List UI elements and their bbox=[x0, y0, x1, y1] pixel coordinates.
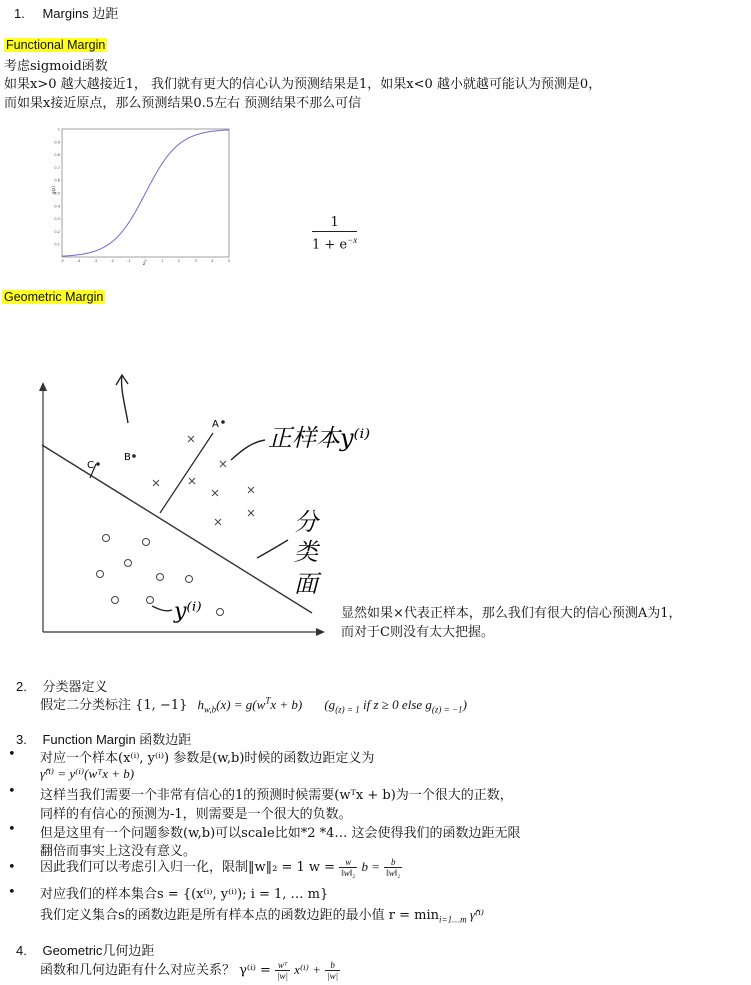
sigmoid-x-tick: 3 bbox=[194, 259, 197, 263]
hyperplane-pointer-stroke bbox=[257, 540, 288, 558]
negative-sample-mark bbox=[217, 609, 224, 616]
bullet: • bbox=[8, 784, 16, 799]
fm-bullet2-line2: 同样的有信心的预测为-1，则需要是一个很大的负数。 bbox=[40, 807, 352, 822]
positive-sample-mark bbox=[189, 478, 195, 484]
cond-sub1: (z) = 1 bbox=[335, 704, 360, 715]
functional-margin-line3: 而如果x接近原点，那么预测结果0.5左右 预测结果不那么可信 bbox=[4, 96, 362, 111]
separating-hyperplane bbox=[42, 445, 312, 613]
sigmoid-y-tick: 0.6 bbox=[54, 178, 60, 183]
b-fraction bbox=[325, 960, 340, 981]
relation-text: 函数和几何边距有什么对应关系？ γ⁽ⁱ⁾ = bbox=[40, 963, 271, 978]
hypothesis-formula bbox=[197, 695, 303, 715]
sigmoid-y-tick: 0.4 bbox=[54, 204, 60, 209]
point-c-dot bbox=[96, 462, 100, 466]
sigmoid-x-tick: -2 bbox=[110, 259, 114, 263]
condition-formula bbox=[324, 697, 467, 715]
margin-a-line bbox=[160, 433, 213, 513]
point-a-label: A bbox=[212, 419, 219, 430]
positive-samples bbox=[153, 436, 254, 525]
geometric-margin-diagram bbox=[30, 360, 371, 645]
negative-sample-mark bbox=[103, 535, 110, 542]
formula-numerator: 1 bbox=[312, 215, 357, 232]
sigmoid-y-tick: 1 bbox=[57, 127, 60, 132]
geometric-relation bbox=[40, 959, 340, 981]
fm-bullet3-line1: 但是这里有一个问题参数(w,b)可以scale比如*2 *4… 这会使得我们的函数边距无限 bbox=[40, 826, 521, 841]
fm-bullet3-line2: 翻倍而事实上这没有意义。 bbox=[40, 844, 197, 859]
sigmoid-y-tick: 0.3 bbox=[54, 217, 60, 222]
functional-margin-line2: 如果x>0 越大越接近1， 我们就有更大的信心认为预测结果是1，如果x<0 越小就越可能认为预测是0， bbox=[4, 77, 602, 92]
handwritten-mian: 面 bbox=[294, 570, 318, 598]
sigmoid-formula bbox=[312, 215, 357, 253]
formula-denominator bbox=[312, 232, 357, 253]
frac-denominator: ‖w‖₂ bbox=[386, 868, 401, 878]
sigmoid-x-tick: 1 bbox=[161, 259, 164, 263]
handwritten-positive-label: 正样本y⁽ⁱ⁾ bbox=[268, 424, 371, 452]
point-b-label: B bbox=[124, 452, 131, 463]
section-1-heading bbox=[14, 3, 118, 22]
frac-numerator: wᵀ bbox=[275, 960, 290, 971]
sigmoid-x-tick: 0 bbox=[144, 259, 147, 263]
wt-fraction bbox=[275, 960, 290, 981]
section-title: Function Margin 函数边距 bbox=[42, 732, 192, 747]
positive-sample-mark bbox=[248, 510, 254, 516]
sigmoid-y-tick: 0.5 bbox=[54, 191, 60, 196]
handwritten-fen: 分 bbox=[294, 508, 318, 536]
sigmoid-axes bbox=[54, 128, 230, 264]
fm-bullet1-line1: 对应一个样本(x⁽ⁱ⁾, y⁽ⁱ⁾) 参数是(w,b)时候的函数边距定义为 bbox=[40, 751, 375, 766]
section-title: Margins 边距 bbox=[42, 6, 119, 21]
geometric-note-line1: 显然如果×代表正样本，那么我们有很大的信心预测A为1， bbox=[341, 606, 682, 621]
fm-bullet2-line1: 这样当我们需要一个非常有信心的1的预测时候需要(wᵀx + b)为一个很大的正数， bbox=[40, 788, 513, 803]
relation-mid: x⁽ⁱ⁾ + bbox=[294, 962, 321, 977]
sigmoid-plot bbox=[52, 122, 237, 267]
handwritten-lei: 类 bbox=[294, 538, 318, 566]
fm-bullet4 bbox=[40, 856, 402, 878]
fm-bullet1-line2: γ̂⁽ⁱ⁾ = y⁽ⁱ⁾(wᵀx + b) bbox=[40, 766, 135, 781]
negative-sample-mark bbox=[186, 576, 193, 583]
section-number: 3. bbox=[16, 732, 27, 747]
formula-exponent: −x bbox=[347, 235, 358, 245]
frac-denominator: ‖w‖₂ bbox=[341, 868, 356, 878]
section-2-definition bbox=[40, 694, 467, 715]
sigmoid-xlabel: z bbox=[143, 261, 146, 266]
section-3-heading bbox=[16, 729, 191, 748]
sigmoid-ylabel: g(z) bbox=[51, 186, 56, 194]
y-axis-arrow bbox=[39, 382, 47, 391]
point-b-dot bbox=[132, 454, 136, 458]
negative-sample-mark bbox=[97, 571, 104, 578]
sigmoid-x-tick: 4 bbox=[211, 259, 214, 263]
label-line: 假定二分类标注 {1, −1} bbox=[40, 698, 188, 713]
negative-sample-mark bbox=[157, 574, 164, 581]
functional-margin-line1: 考虑sigmoid函数 bbox=[4, 59, 108, 74]
sigmoid-y-tick: 0.9 bbox=[54, 140, 60, 145]
formula-den-base: 1 + e bbox=[312, 237, 348, 253]
min-end: γ̂⁽ⁱ⁾ bbox=[466, 907, 484, 922]
sigmoid-y-tick: 0.2 bbox=[54, 229, 60, 234]
point-a-dot bbox=[221, 420, 225, 424]
frac-numerator: b bbox=[384, 857, 402, 868]
min-sub: i=1…m bbox=[439, 914, 467, 925]
frac-numerator: b bbox=[325, 960, 340, 971]
positive-sample-mark bbox=[220, 461, 226, 467]
positive-sample-mark bbox=[212, 490, 218, 496]
functional-margin-label: Functional Margin bbox=[6, 38, 106, 52]
geometric-margin-label: Geometric Margin bbox=[4, 290, 104, 304]
formula-h-end: x + b) bbox=[270, 697, 303, 712]
min-text: 我们定义集合s的函数边距是所有样本点的函数边距的最小值 r = min bbox=[40, 908, 440, 923]
bullet: • bbox=[8, 860, 16, 875]
geometric-note-line2: 而对于C则没有太大把握。 bbox=[341, 625, 494, 640]
formula-h: h bbox=[197, 697, 205, 712]
sigmoid-y-tick: 0.7 bbox=[54, 165, 60, 170]
section-number: 4. bbox=[16, 943, 27, 958]
sigmoid-y-tick: 0.8 bbox=[54, 153, 60, 158]
w-fraction bbox=[339, 857, 357, 878]
positive-pointer-stroke bbox=[231, 440, 265, 460]
b-fraction bbox=[384, 857, 402, 878]
negative-sample-mark bbox=[112, 597, 119, 604]
section-2-heading bbox=[16, 676, 107, 695]
x-axis-arrow bbox=[316, 628, 325, 636]
sigmoid-x-tick: -3 bbox=[93, 259, 98, 263]
negative-sample-mark bbox=[125, 560, 132, 567]
normalize-text: 因此我们可以考虑引入归一化，限制‖w‖₂ = 1 w = bbox=[40, 860, 336, 875]
b-equals: b = bbox=[361, 859, 381, 874]
cond-mid: if z ≥ 0 else g bbox=[359, 697, 432, 712]
negative-pointer-stroke bbox=[152, 606, 172, 611]
sigmoid-curve bbox=[62, 130, 229, 256]
bullet: • bbox=[8, 747, 16, 762]
positive-sample-mark bbox=[188, 436, 194, 442]
frac-numerator: w bbox=[339, 857, 357, 868]
negative-sample-mark bbox=[147, 597, 154, 604]
formula-h-sup: T bbox=[265, 695, 271, 706]
section-title: 分类器定义 bbox=[42, 679, 108, 694]
positive-sample-mark bbox=[153, 480, 159, 486]
handwritten-negative-label: y⁽ⁱ⁾ bbox=[174, 599, 202, 624]
frac-denominator: |w| bbox=[327, 971, 339, 981]
fm-bullet5-line2 bbox=[40, 904, 484, 925]
section-number: 2. bbox=[16, 679, 27, 694]
formula-h-rest: (x) = g(w bbox=[216, 697, 266, 712]
section-4-heading bbox=[16, 940, 154, 959]
fm-bullet5-line1: 对应我们的样本集合s = {(x⁽ⁱ⁾, y⁽ⁱ⁾); i = 1, … m} bbox=[40, 887, 329, 902]
section-number: 1. bbox=[14, 6, 25, 21]
sigmoid-x-tick: 5 bbox=[227, 259, 231, 263]
sigmoid-x-tick: -1 bbox=[127, 259, 131, 263]
positive-sample-mark bbox=[215, 519, 221, 525]
cond-end: ) bbox=[462, 697, 467, 712]
point-c-label: C bbox=[87, 460, 94, 471]
sigmoid-x-tick: -5 bbox=[60, 259, 64, 263]
sigmoid-x-tick: -4 bbox=[76, 259, 81, 263]
positive-sample-mark bbox=[248, 487, 254, 493]
sigmoid-y-tick: 0.1 bbox=[54, 242, 60, 247]
cond-sub2: (z) = −1 bbox=[431, 704, 463, 715]
sigmoid-x-tick: 2 bbox=[177, 259, 181, 263]
bullet: • bbox=[8, 822, 16, 837]
section-title: Geometric几何边距 bbox=[42, 943, 155, 958]
negative-sample-mark bbox=[143, 539, 150, 546]
bullet: • bbox=[8, 885, 16, 900]
formula-h-sub: w,b bbox=[204, 704, 217, 715]
cond-start: (g bbox=[324, 697, 336, 712]
frac-denominator: |w| bbox=[277, 971, 289, 981]
